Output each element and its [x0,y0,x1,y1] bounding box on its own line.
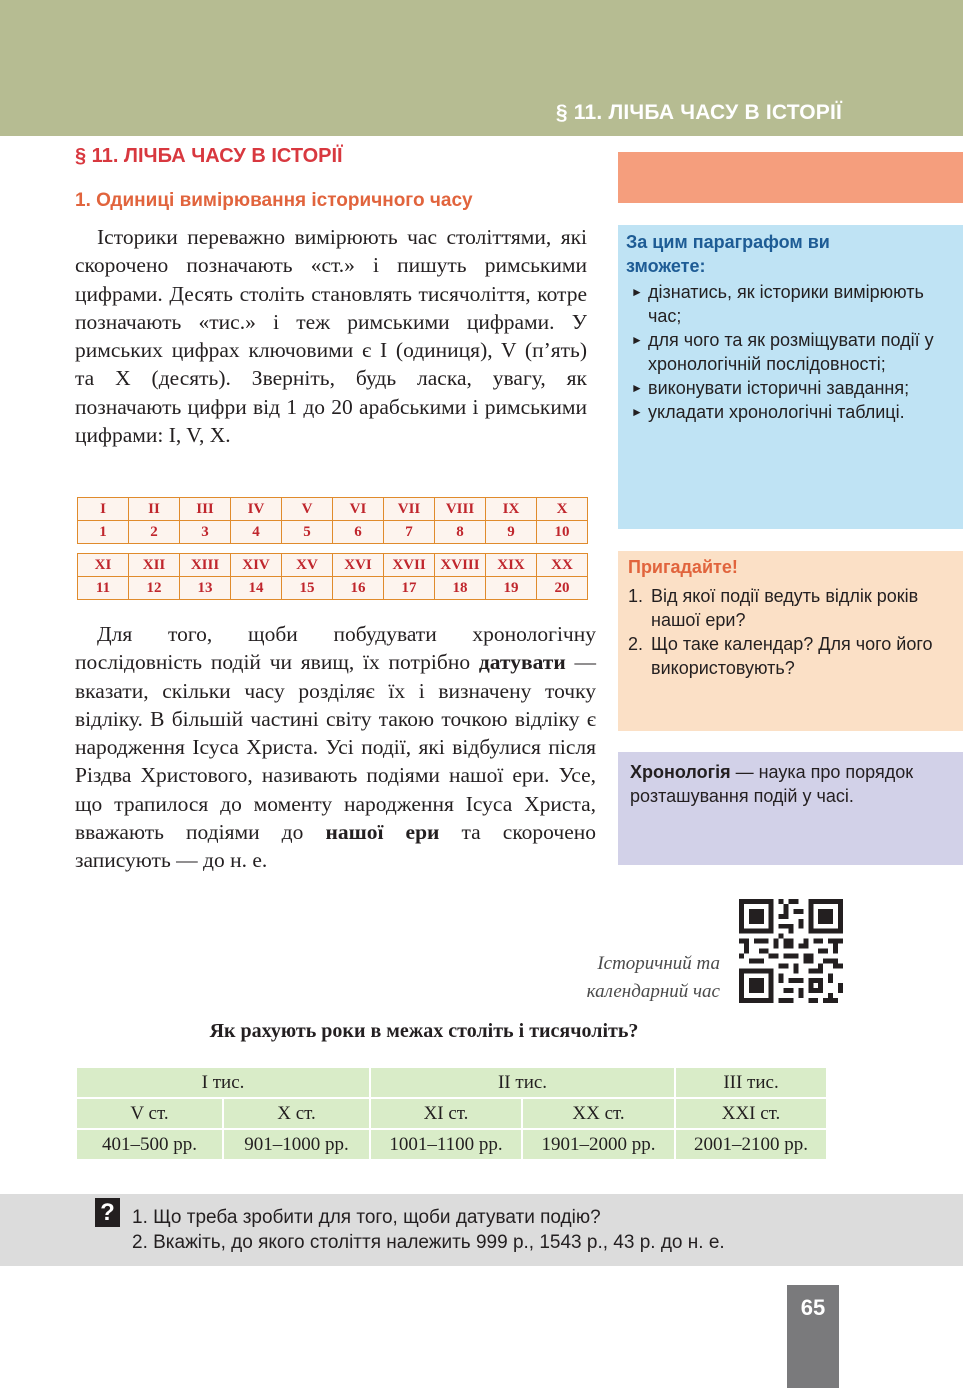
millennium-cell: III тис. [675,1067,827,1098]
recall-item-number: 1. [628,586,644,606]
sidebar-recall-box [618,551,963,731]
years-cell: 901–1000 рр. [223,1129,370,1160]
paragraph-1-text: Історики переважно вимірюють час століттями, які скорочено позначають «ст.» і пишуть римськими цифрами. Десять століть становлять тисячоліття, котре позначають «тис.» і теж римськими цифрами. У римських цифрах ключовими є I (одиниця), V (п’ять) та X (десять). Зверніть, будь ласка, увагу, як позначають цифри від 1 до 20 арабськими і римськими цифрами: I, V, X. [75,225,587,448]
roman-cell: XI [78,554,129,577]
arabic-cell: 9 [486,521,537,544]
roman-cell: XVIII [435,554,486,577]
roman-table-1 [77,497,588,544]
paragraph-2-text: Для того, щоби побудувати хронологічну послідовність подій чи явищ, їх потрібно [75,622,596,675]
questions-band [0,1194,963,1266]
roman-cell: VII [384,498,435,521]
years-row [76,1129,827,1160]
goals-title: За цим параграфом ви зможете: [626,232,830,276]
millennium-cell: I тис. [76,1067,370,1098]
sidebar-term-box [618,752,963,865]
roman-cell: X [537,498,588,521]
goals-item [628,328,958,376]
century-cell: XXI ст. [675,1098,827,1129]
qr-caption-line: календарний час [586,981,720,1002]
recall-list [628,584,948,680]
recall-item-text: Що таке календар? Для чого його використовують? [651,634,933,678]
roman-row [78,498,588,521]
arabic-row [78,521,588,544]
triangle-bullet-icon: ► [631,333,643,347]
goals-item-text: дізнатись, як історики вимірюють час; [648,282,924,326]
years-table-title: Як рахують роки в межах століть і тисячоліть? [209,1020,639,1042]
arabic-cell: 11 [78,577,129,600]
century-cell: V ст. [76,1098,223,1129]
term-word: Хронологія [630,762,731,782]
arabic-cell: 12 [129,577,180,600]
years-cell: 1001–1100 рр. [370,1129,522,1160]
roman-cell: III [180,498,231,521]
term-nashoi-ery: нашої ери [325,820,440,845]
page-number-tab [787,1285,839,1388]
arabic-cell: 13 [180,577,231,600]
running-head: § 11. ЛІЧБА ЧАСУ В ІСТОРІЇ [555,101,842,124]
arabic-cell: 18 [435,577,486,600]
years-cell: 401–500 рр. [76,1129,223,1160]
goals-item [628,400,958,424]
questions-list [132,1205,725,1255]
roman-cell: VI [333,498,384,521]
section-title: § 11. ЛІЧБА ЧАСУ В ІСТОРІЇ [75,145,343,167]
arabic-cell: 6 [333,521,384,544]
qr-caption-line: Історичний та [597,953,720,974]
century-cell: X ст. [223,1098,370,1129]
recall-item-number: 2. [628,634,644,654]
roman-cell: XV [282,554,333,577]
roman-cell: IX [486,498,537,521]
triangle-bullet-icon: ► [631,381,643,395]
arabic-cell: 7 [384,521,435,544]
recall-item-text: Від якої події ведуть відлік років нашої ери? [651,586,919,630]
millennium-cell: II тис. [370,1067,675,1098]
arabic-cell: 10 [537,521,588,544]
term-definition-text: — наука про порядок розташування подій у часі. [630,762,914,806]
sidebar-accent-bar [618,152,963,203]
roman-cell: XIV [231,554,282,577]
years-cell: 2001–2100 рр. [675,1129,827,1160]
goals-item [628,376,958,400]
question-item: 2. Вкажіть, до якого століття належить 999 р., 1543 р., 43 р. до н. е. [132,1232,725,1253]
roman-cell: II [129,498,180,521]
goals-item-text: для чого та як розміщувати події у хронологічній послідовності; [648,330,934,374]
question-item: 1. Що треба зробити для того, щоби датувати подію? [132,1207,601,1228]
subsection-title: 1. Одиниці вимірювання історичного часу [75,190,473,211]
arabic-cell: 5 [282,521,333,544]
header-band [0,0,963,136]
recall-item [628,632,948,680]
paragraph-2 [75,620,596,875]
paragraph-2-text: та скорочено записують — до н. е. [75,820,596,873]
goals-item-text: укладати хронологічні таблиці. [648,402,905,422]
roman-cell: XII [129,554,180,577]
arabic-cell: 4 [231,521,282,544]
arabic-cell: 15 [282,577,333,600]
qr-code-icon[interactable] [739,899,843,1003]
roman-cell: XIII [180,554,231,577]
century-cell: XI ст. [370,1098,522,1129]
page-number: 65 [800,1295,826,1320]
roman-cell: XVI [333,554,384,577]
goals-item-text: виконувати історичні завдання; [648,378,910,398]
roman-cell: IV [231,498,282,521]
arabic-cell: 1 [78,521,129,544]
term-datuvaty: датувати [478,650,566,675]
roman-cell: XIX [486,554,537,577]
paragraph-1 [75,223,587,449]
triangle-bullet-icon: ► [631,285,643,299]
goals-item [628,280,958,328]
sidebar-goals-box [618,225,963,529]
roman-cell: V [282,498,333,521]
roman-cell: XX [537,554,588,577]
arabic-cell: 20 [537,577,588,600]
arabic-row [78,577,588,600]
question-icon: ? [95,1198,120,1227]
paragraph-2-text: — вказати, скільки часу розділяє їх і визначену точку відліку. В більшій частині світу такою точкою відліку є народження Ісуса Христа. Усі події, які відбулися після Різдва Христового, називають подіями нашої ери. Усе, що трапилося до моменту народження Ісуса Христа, вважають подіями до [75,650,596,845]
term-definition [630,760,950,808]
years-table [75,1066,828,1161]
roman-cell: VIII [435,498,486,521]
triangle-bullet-icon: ► [631,405,643,419]
arabic-cell: 8 [435,521,486,544]
recall-title: Пригадайте! [628,557,738,577]
roman-row [78,554,588,577]
arabic-cell: 3 [180,521,231,544]
recall-item [628,584,948,632]
arabic-cell: 2 [129,521,180,544]
roman-cell: XVII [384,554,435,577]
millennia-row [76,1067,827,1098]
roman-table-2 [77,553,588,600]
goals-list [628,280,958,424]
qr-caption [587,950,720,1006]
century-cell: XX ст. [522,1098,675,1129]
years-cell: 1901–2000 рр. [522,1129,675,1160]
arabic-cell: 16 [333,577,384,600]
arabic-cell: 17 [384,577,435,600]
roman-cell: I [78,498,129,521]
arabic-cell: 14 [231,577,282,600]
arabic-cell: 19 [486,577,537,600]
centuries-row [76,1098,827,1129]
